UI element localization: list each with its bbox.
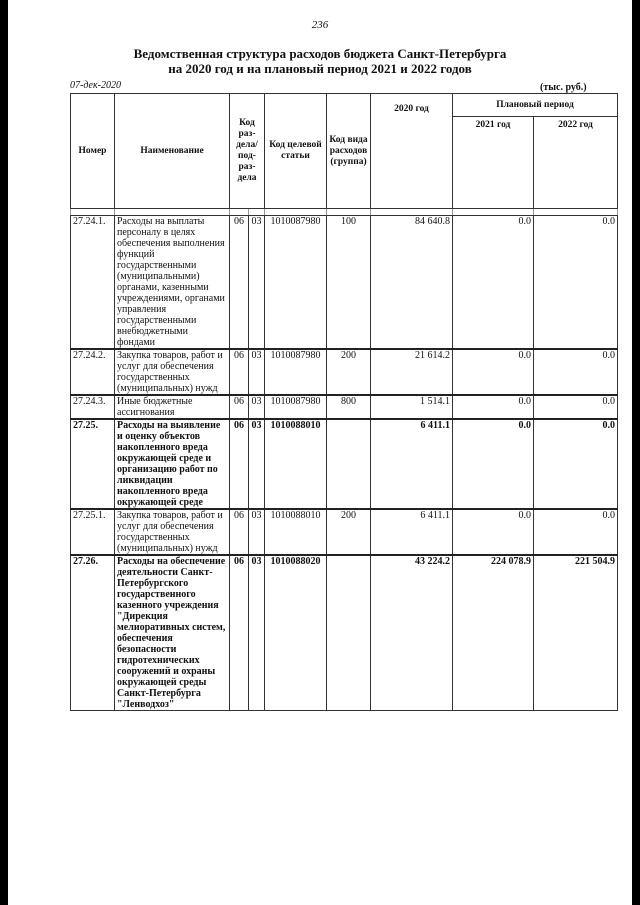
table-row [71,509,618,555]
table-row [71,395,618,419]
row-number: 27.26. [71,555,115,711]
header-section: Код раз-дела/ под-раз-дела [230,94,265,209]
units-label: (тыс. руб.) [540,82,587,93]
row-value-2020: 84 640.8 [371,216,453,350]
row-name: Закупка товаров, работ и услуг для обеспечения государственных (муниципальных) нужд [115,509,230,555]
row-value-2022: 0.0 [534,509,618,555]
row-name: Иные бюджетные ассигнования [115,395,230,419]
row-value-2021: 0.0 [453,509,534,555]
header-number: Номер [71,94,115,209]
header-planned: Плановый период [453,94,618,117]
row-name: Закупка товаров, работ и услуг для обеспечения государственных (муниципальных) нужд [115,349,230,395]
title-line-2: на 2020 год и на плановый период 2021 и 2022 годов [168,61,472,76]
row-subsection: 03 [249,419,265,509]
row-subsection: 03 [249,216,265,350]
document-title [8,46,632,76]
row-name: Расходы на выплаты персоналу в целях обеспечения выполнения функций государственными (муниципальными) органами, казенными учреждениями, органами управления государственными внебюджетными фондами [115,216,230,350]
row-value-2021: 0.0 [453,349,534,395]
row-value-2022: 0.0 [534,395,618,419]
document-date: 07-дек-2020 [70,80,121,91]
title-line-1: Ведомственная структура расходов бюджета Санкт-Петербурга [133,46,507,61]
row-name: Расходы на обеспечение деятельности Санкт-Петербургского государственного казенного учреждения "Дирекция мелиоративных систем, обеспечения безопасности гидротехнических сооружений и охраны окружающей среды Санкт-Петербурга "Ленводхоз" [115,555,230,711]
row-section: 06 [230,349,249,395]
row-subsection: 03 [249,395,265,419]
row-number: 27.24.3. [71,395,115,419]
header-2022: 2022 год [534,117,618,209]
page-number: 236 [311,19,329,31]
row-section: 06 [230,555,249,711]
row-section: 06 [230,216,249,350]
row-expense-type: 200 [327,509,371,555]
header-name: Наименование [115,94,230,209]
row-target: 1010087980 [265,395,327,419]
table-row [71,349,618,395]
row-subsection: 03 [249,349,265,395]
row-value-2022: 221 504.9 [534,555,618,711]
row-value-2020: 6 411.1 [371,419,453,509]
row-number: 27.24.2. [71,349,115,395]
header-2021: 2021 год [453,117,534,209]
row-number: 27.25. [71,419,115,509]
row-value-2020: 43 224.2 [371,555,453,711]
header-expense-type: Код вида расходов (группа) [327,94,371,209]
row-expense-type [327,419,371,509]
row-section: 06 [230,509,249,555]
header-target: Код целевой статьи [265,94,327,209]
row-value-2022: 0.0 [534,419,618,509]
row-section: 06 [230,419,249,509]
table-row [71,555,618,711]
row-value-2021: 224 078.9 [453,555,534,711]
row-number: 27.25.1. [71,509,115,555]
row-expense-type: 100 [327,216,371,350]
document-page [8,0,632,905]
table-row [71,419,618,509]
row-section: 06 [230,395,249,419]
row-subsection: 03 [249,555,265,711]
row-expense-type: 200 [327,349,371,395]
row-value-2021: 0.0 [453,419,534,509]
header-2020: 2020 год [371,94,453,209]
row-value-2021: 0.0 [453,216,534,350]
row-expense-type [327,555,371,711]
table-row [71,216,618,350]
row-value-2021: 0.0 [453,395,534,419]
table-body [71,216,618,711]
row-target: 1010087980 [265,216,327,350]
budget-table [70,93,618,711]
row-name: Расходы на выявление и оценку объектов накопленного вреда окружающей среде и организацию работ по ликвидации накопленного вреда окружающей среде [115,419,230,509]
row-expense-type: 800 [327,395,371,419]
row-value-2020: 21 614.2 [371,349,453,395]
row-target: 1010088020 [265,555,327,711]
row-target: 1010088010 [265,419,327,509]
row-subsection: 03 [249,509,265,555]
row-value-2020: 6 411.1 [371,509,453,555]
row-value-2022: 0.0 [534,349,618,395]
row-value-2020: 1 514.1 [371,395,453,419]
row-target: 1010088010 [265,509,327,555]
row-target: 1010087980 [265,349,327,395]
row-number: 27.24.1. [71,216,115,350]
row-value-2022: 0.0 [534,216,618,350]
